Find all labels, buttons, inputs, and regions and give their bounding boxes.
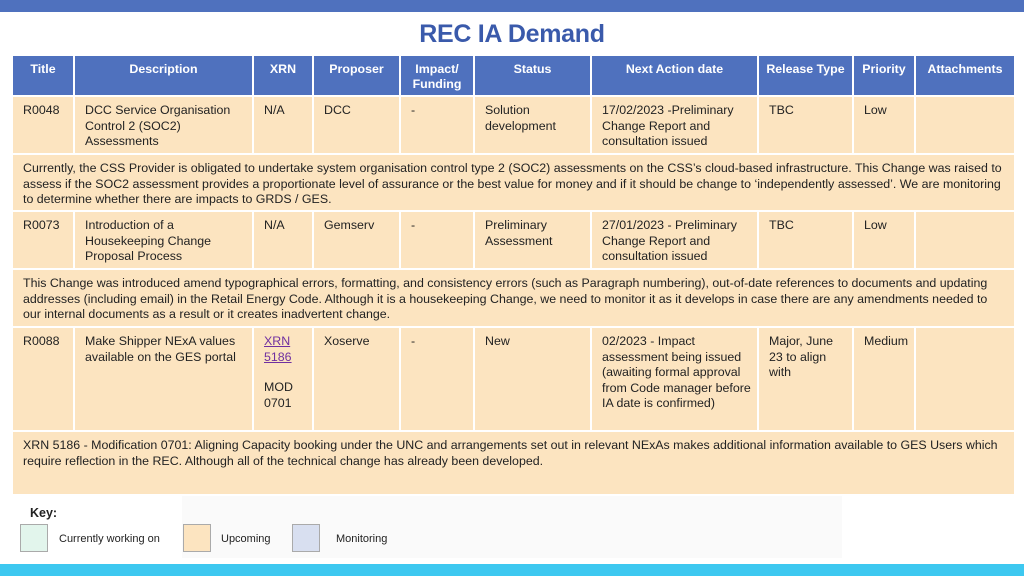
column-header-xrn: XRN [254,56,312,95]
row-priority-cell: Low [854,97,914,153]
xrn-5186-link[interactable]: XRN 5186 [264,334,292,364]
column-header-impact-funding: Impact/ Funding [401,56,473,95]
row-release-cell: Major, June 23 to align with [759,328,852,430]
row-next-action-cell: 02/2023 - Impact assessment being issued (awaiting formal approval from Code manager before IA date is confirmed) [592,328,757,430]
column-header-proposer: Proposer [314,56,399,95]
row-attachments-cell[interactable] [916,97,1014,153]
row-detail-description: Currently, the CSS Provider is obligated to undertake system organisation control type 2 (SOC2) assessments on the CSS’s cloud-based infrastructure. This Change was raised to assess if the SOC2 assessment provides a proportionate level of assurance or the best value for money and if it should be change to ‘independently assessed’. We are monitoring to determine whether there are impacts to GRDS / GES. [13,155,1014,210]
row-title-cell: R0073 [13,212,73,268]
key-swatch-monitoring [292,524,320,552]
row-description-cell: Make Shipper NExA values available on the GES portal [75,328,252,430]
column-header-description: Description [75,56,252,95]
row-next-action-cell: 27/01/2023 - Preliminary Change Report and consultation issued [592,212,757,268]
row-release-cell: TBC [759,212,852,268]
row-xrn-cell [254,328,312,430]
row-release-cell: TBC [759,97,852,153]
key-swatch-currently-working-on [20,524,48,552]
bottom-accent-bar [0,564,1024,576]
key-panel [182,496,842,558]
row-priority-cell: Medium [854,328,914,430]
row-xrn-cell: N/A [254,97,312,153]
column-header-attachments: Attachments [916,56,1014,95]
key-swatch-upcoming [183,524,211,552]
column-header-next-action-date: Next Action date [592,56,757,95]
row-proposer-cell: DCC [314,97,399,153]
top-accent-bar [0,0,1024,12]
key-text-monitoring: Monitoring [336,533,388,545]
row-next-action-cell: 17/02/2023 -Preliminary Change Report and consultation issued [592,97,757,153]
mod-0701-text: MOD 0701 [264,380,293,410]
column-header-release-type: Release Type [759,56,852,95]
demand-table [13,56,1011,494]
row-description-cell: DCC Service Organisation Control 2 (SOC2) Assessments [75,97,252,153]
page-title: REC IA Demand [419,20,605,48]
column-header-title: Title [13,56,73,95]
row-description-cell: Introduction of a Housekeeping Change Proposal Process [75,212,252,268]
row-proposer-cell: Gemserv [314,212,399,268]
key-label: Key: [30,506,58,520]
row-priority-cell: Low [854,212,914,268]
row-title-cell: R0048 [13,97,73,153]
row-xrn-cell: N/A [254,212,312,268]
row-status-cell: Preliminary Assessment [475,212,590,268]
row-attachments-cell[interactable] [916,328,1014,430]
row-status-cell: Solution development [475,97,590,153]
key-text-upcoming: Upcoming [221,533,271,545]
row-detail-description: XRN 5186 - Modification 0701: Aligning Capacity booking under the UNC and arrangements set out in relevant NExAs makes additional information available to GES Users which require reflection in the REC. Although all of the technical change has already been developed. [13,432,1014,494]
column-header-priority: Priority [854,56,914,95]
key-text-currently-working-on: Currently working on [59,533,160,545]
row-status-cell: New [475,328,590,430]
row-proposer-cell: Xoserve [314,328,399,430]
column-header-status: Status [475,56,590,95]
row-impact-cell: - [401,97,473,153]
row-impact-cell: - [401,328,473,430]
row-detail-description: This Change was introduced amend typographical errors, formatting, and consistency errors (such as Paragraph numbering), out-of-date references to documents and updating addresses (including email) in the Retail Energy Code. Although it is a housekeeping Change, we need to monitor it as it develops in case there are any amendments needed to our internal documents as a result or it creates inadvertent change. [13,270,1014,326]
row-title-cell: R0088 [13,328,73,430]
row-attachments-cell[interactable] [916,212,1014,268]
row-impact-cell: - [401,212,473,268]
